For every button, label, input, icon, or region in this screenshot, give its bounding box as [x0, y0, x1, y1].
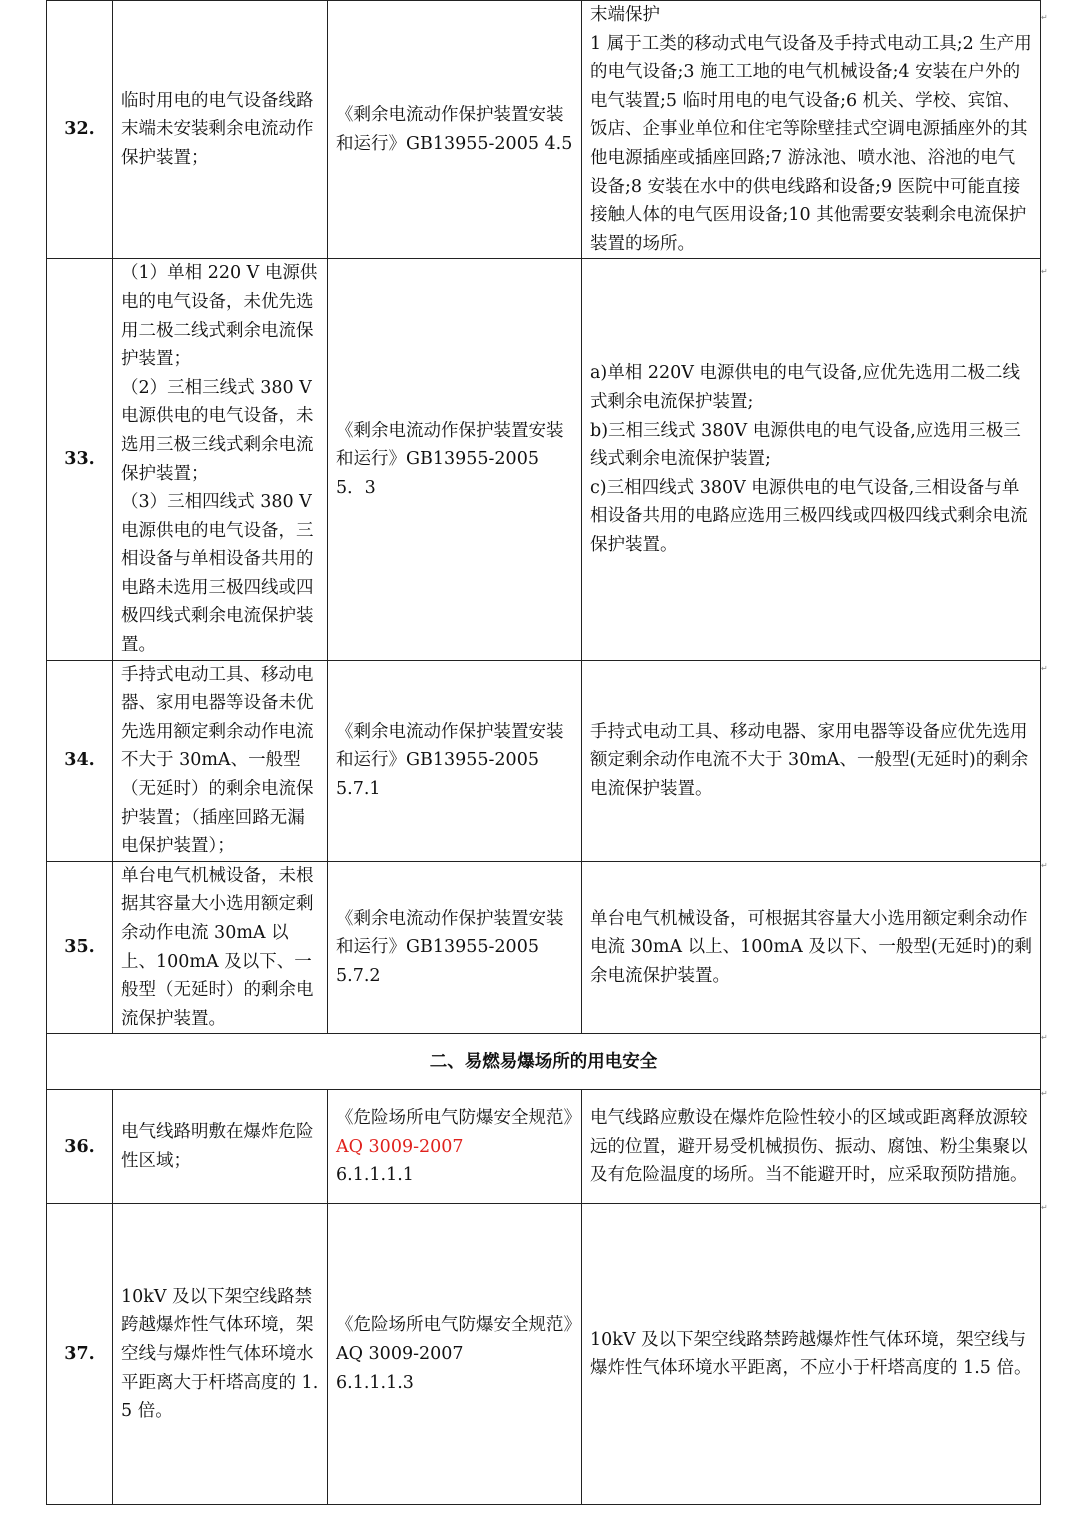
issue-cell: 临时用电的电气设备线路末端未安装剩余电流动作保护装置；	[113, 1, 328, 259]
row-number: 34.	[47, 660, 113, 861]
issue-cell: 手持式电动工具、移动电器、家用电器等设备未优先选用额定剩余动作电流不大于 30mA、一般型（无延时）的剩余电流保护装置；（插座回路无漏电保护装置）；	[113, 660, 328, 861]
basis-cell	[328, 1090, 582, 1204]
requirement-cell: 末端保护 1 属于工类的移动式电气设备及手持式电动工具;2 生产用的电气设备;3 施工工地的电气机械设备;4 安装在户外的电气装置;5 临时用电的电气设备;6 机关、学校、宾馆、饭店、企事业单位和住宅等除壁挂式空调电源插座外的其他电源插座或插座回路;7 游泳池、喷水池、浴池的电气设备;8 安装在水中的供电线路和设备;9 医院中可能直接接触人体的电气医用设备;10 其他需要安装剩余电流保护装置的场所。	[582, 1, 1041, 259]
basis-title: 《危险场所电气防爆安全规范》	[336, 1107, 581, 1128]
row-number: 36.	[47, 1090, 113, 1204]
basis-cell: 《剩余电流动作保护装置安装和运行》GB13955-2005 5．3	[328, 259, 582, 660]
basis-cell: 《剩余电流动作保护装置安装和运行》GB13955-2005 4.5	[328, 1, 582, 259]
issue-cell: 电气线路明敷在爆炸危险性区域；	[113, 1090, 328, 1204]
requirement-cell: 10kV 及以下架空线路禁跨越爆炸性气体环境，架空线与爆炸性气体环境水平距离，不应小于杆塔高度的 1.5 倍。	[582, 1204, 1041, 1505]
issue-cell: （1）单相 220 V 电源供电的电气设备，未优先选用二极二线式剩余电流保护装置； （2）三相三线式 380 V 电源供电的电气设备，未选用三极三线式剩余电流保护装置； （3）三相四线式 380 V 电源供电的电气设备，三相设备与单相设备共用的电路未选用三极四线或四极四线式剩余电流保护装置。	[113, 259, 328, 660]
return-mark-icon: ↵	[1041, 664, 1048, 673]
table-row	[47, 1090, 1041, 1204]
standard-code: AQ 3009-2007	[336, 1136, 464, 1157]
row-number: 32.	[47, 1, 113, 259]
row-number: 35.	[47, 861, 113, 1034]
basis-title: 《危险场所电气防爆安全规范》AQ 3009-2007	[336, 1315, 573, 1365]
table-row	[47, 660, 1041, 861]
basis-clause: 6.1.1.1.3	[336, 1372, 414, 1393]
requirement-cell: a)单相 220V 电源供电的电气设备,应优先选用二极二线式剩余电流保护装置; b)三相三线式 380V 电源供电的电气设备,应选用三极三线式剩余电流保护装置; c)三相四线式 380V 电源供电的电气设备,三相设备与单相设备共用的电路应选用三极四线或四极四线式剩余电流保护装置。	[582, 259, 1041, 660]
return-mark-icon: ↵	[1041, 861, 1048, 870]
requirement-cell: 电气线路应敷设在爆炸危险性较小的区域或距离释放源较远的位置，避开易受机械损伤、振动、腐蚀、粉尘集聚以及有危险温度的场所。当不能避开时，应采取预防措施。	[582, 1090, 1041, 1204]
section-heading: 二、易燃易爆场所的用电安全	[47, 1034, 1041, 1090]
basis-cell	[328, 1204, 582, 1505]
section-heading-row	[47, 1034, 1041, 1090]
return-mark-icon: ↵	[1041, 267, 1048, 276]
requirement-cell: 单台电气机械设备，可根据其容量大小选用额定剩余动作电流 30mA 以上、100mA 及以下、一般型(无延时)的剩余电流保护装置。	[582, 861, 1041, 1034]
return-mark-icon: ↵	[1041, 1089, 1048, 1098]
table-row	[47, 861, 1041, 1034]
return-mark-icon: ↵	[1041, 1033, 1048, 1042]
table-row	[47, 1204, 1041, 1505]
basis-cell: 《剩余电流动作保护装置安装和运行》GB13955-2005 5.7.1	[328, 660, 582, 861]
table-row	[47, 259, 1041, 660]
basis-clause: 6.1.1.1.1	[336, 1165, 414, 1186]
table-row	[47, 1, 1041, 259]
row-number: 33.	[47, 259, 113, 660]
return-mark-icon: ↵	[1041, 13, 1048, 22]
issue-cell: 10kV 及以下架空线路禁跨越爆炸性气体环境，架空线与爆炸性气体环境水平距离大于杆塔高度的 1.5 倍。	[113, 1204, 328, 1505]
row-number: 37.	[47, 1204, 113, 1505]
issue-cell: 单台电气机械设备，未根据其容量大小选用额定剩余动作电流 30mA 以上、100mA 及以下、一般型（无延时）的剩余电流保护装置。	[113, 861, 328, 1034]
return-mark-icon: ↵	[1041, 1203, 1048, 1212]
requirement-cell: 手持式电动工具、移动电器、家用电器等设备应优先选用额定剩余动作电流不大于 30mA、一般型(无延时)的剩余电流保护装置。	[582, 660, 1041, 861]
basis-cell: 《剩余电流动作保护装置安装和运行》GB13955-2005 5.7.2	[328, 861, 582, 1034]
regulation-table	[46, 0, 1041, 1505]
